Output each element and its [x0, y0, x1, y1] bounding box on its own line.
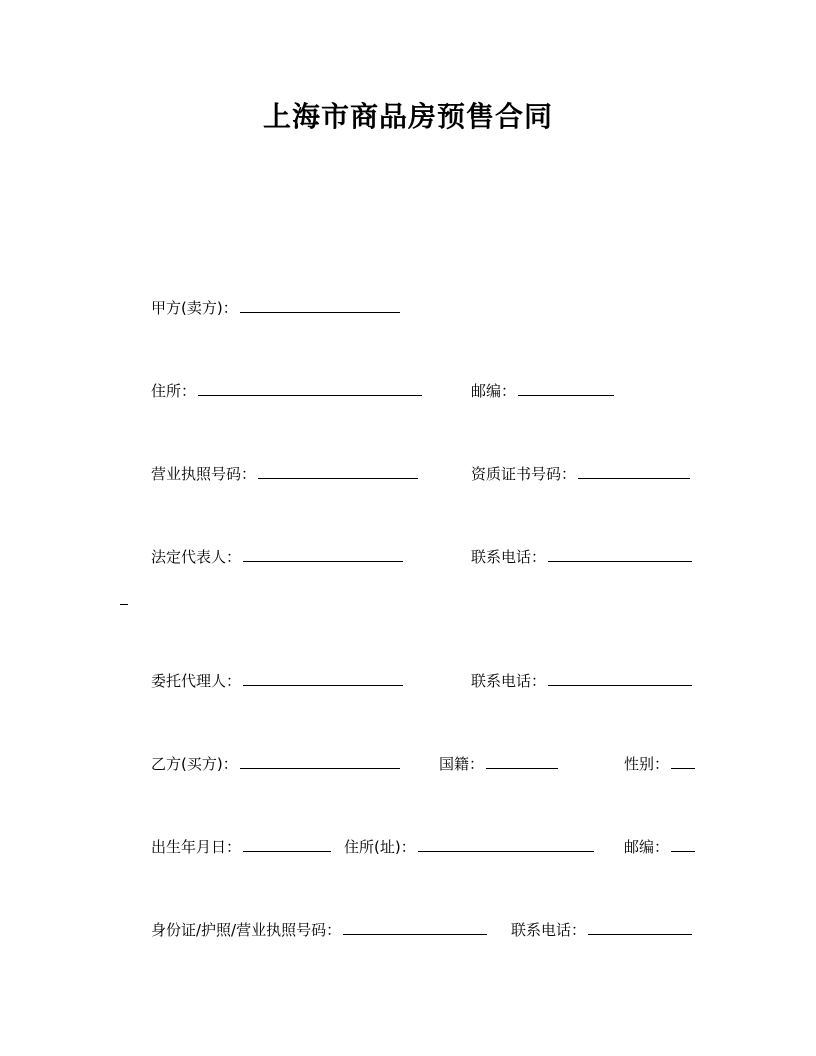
stray-underline-mark: [120, 604, 128, 605]
seller-agent-phone-blank[interactable]: [548, 671, 692, 686]
seller-agent-blank[interactable]: [243, 671, 403, 686]
seller-postcode-blank[interactable]: [518, 381, 614, 396]
seller-phone-blank[interactable]: [548, 547, 692, 562]
seller-license-blank[interactable]: [258, 464, 418, 479]
buyer-birthdate-label: 出生年月日：: [151, 838, 242, 856]
buyer-nationality-label: 国籍：: [439, 755, 485, 773]
buyer-birthdate-field: [151, 837, 331, 856]
seller-license-field: [151, 464, 418, 483]
buyer-id-field: [151, 920, 487, 939]
seller-agent-field: [151, 671, 403, 690]
seller-postcode-field: [471, 381, 614, 400]
seller-qualification-label: 资质证书号码：: [471, 465, 577, 483]
seller-party-blank[interactable]: [240, 298, 400, 313]
buyer-birthdate-blank[interactable]: [243, 837, 331, 852]
seller-agent-phone-label: 联系电话：: [471, 672, 547, 690]
buyer-postcode-blank[interactable]: [671, 837, 695, 852]
buyer-address-blank[interactable]: [418, 837, 594, 852]
buyer-phone-label: 联系电话：: [511, 921, 587, 939]
seller-legal-rep-field: [151, 547, 403, 566]
seller-license-label: 营业执照号码：: [151, 465, 257, 483]
seller-phone-field: [471, 547, 692, 566]
document-title: 上海市商品房预售合同: [262, 100, 553, 133]
seller-legal-rep-blank[interactable]: [243, 547, 403, 562]
buyer-address-label: 住所(址)：: [344, 838, 416, 856]
seller-phone-label: 联系电话：: [471, 548, 547, 566]
buyer-postcode-label: 邮编：: [624, 838, 670, 856]
buyer-address-field: [344, 837, 594, 856]
buyer-phone-field: [511, 920, 692, 939]
buyer-nationality-field: [439, 754, 558, 773]
buyer-phone-blank[interactable]: [588, 920, 692, 935]
buyer-party-blank[interactable]: [240, 754, 400, 769]
seller-agent-phone-field: [471, 671, 692, 690]
seller-party-label: 甲方(卖方)：: [151, 299, 238, 317]
buyer-nationality-blank[interactable]: [486, 754, 558, 769]
seller-address-blank[interactable]: [198, 381, 422, 396]
seller-qualification-field: [471, 464, 690, 483]
seller-party-field: [151, 298, 400, 317]
seller-legal-rep-label: 法定代表人：: [151, 548, 242, 566]
seller-qualification-blank[interactable]: [578, 464, 690, 479]
buyer-party-label: 乙方(买方)：: [151, 755, 238, 773]
seller-postcode-label: 邮编：: [471, 382, 517, 400]
buyer-id-label: 身份证/护照/营业执照号码：: [151, 921, 342, 939]
buyer-party-field: [151, 754, 400, 773]
seller-address-field: [151, 381, 422, 400]
buyer-postcode-field: [624, 837, 695, 856]
buyer-id-blank[interactable]: [343, 920, 487, 935]
buyer-gender-label: 性别：: [624, 755, 670, 773]
seller-agent-label: 委托代理人：: [151, 672, 242, 690]
buyer-gender-blank[interactable]: [671, 754, 695, 769]
seller-address-label: 住所：: [151, 382, 197, 400]
buyer-gender-field: [624, 754, 695, 773]
